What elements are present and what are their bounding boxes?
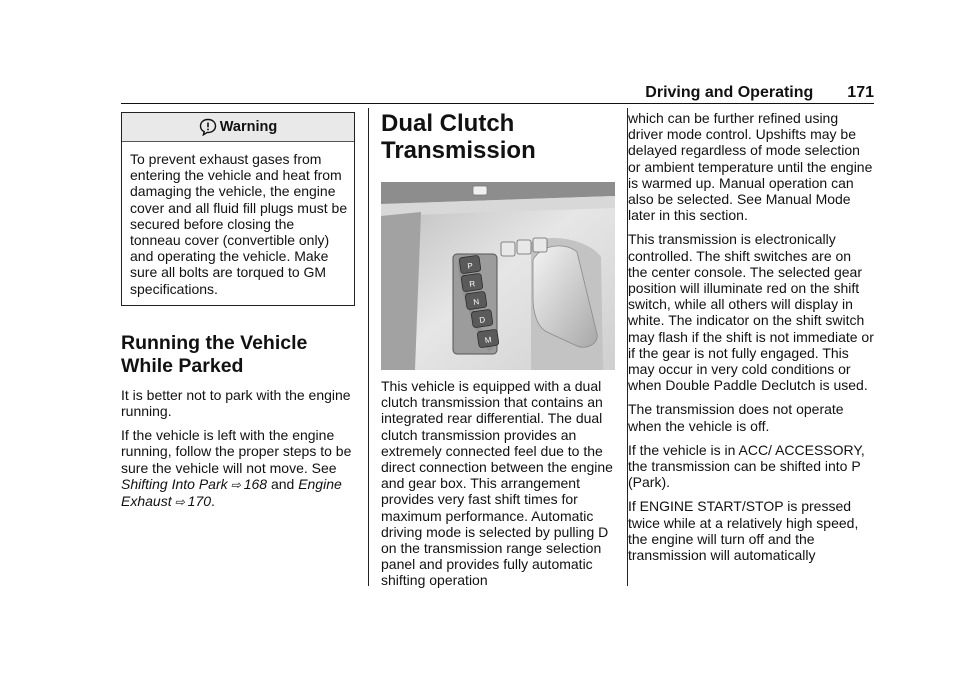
- page-ref-arrow-icon: ⇨: [230, 477, 241, 492]
- period: .: [211, 493, 215, 510]
- dual-clutch-para-1: This vehicle is equipped with a dual clutch transmission that contains an integrated rear differential. The dual clutch transmission provides an extremely connected feel due to the direct connection between the engine and gear box. This arrangement provides very fast shift times for maximum performance. Automatic driving mode is selected by pulling D on the transmission range selection panel and provides fully automatic shifting operation: [381, 378, 613, 589]
- col3-para-3: The transmission does not operate when the vehicle is off.: [628, 401, 844, 434]
- col3-para-1: which can be further refined using driver mode control. Upshifts may be delayed regardless of mode selection or ambient temperature until the engine is warmed up. Manual operation can also be selected. See Manual Mode later in this section.: [628, 110, 873, 224]
- warning-text: To prevent exhaust gases from entering the vehicle and heat from damaging the vehicle, the engine cover and all fluid fill plugs must be secured before closing the tonneau cover (convertible only) and operating the vehicle. Make sure all bolts are torqued to GM specifications.: [130, 151, 348, 297]
- ref-shifting-into-park[interactable]: [121, 476, 267, 492]
- page-number: 171: [847, 84, 874, 101]
- warning-title: Warning: [219, 119, 278, 135]
- ref-2-page[interactable]: 170: [187, 493, 212, 510]
- column-divider-1: [368, 108, 369, 586]
- dual-clutch-title: [381, 110, 615, 164]
- running-parked-para-1: It is better not to park with the engine running.: [121, 386, 351, 420]
- warning-speech-icon: [199, 118, 217, 136]
- ref-1-label[interactable]: Shifting Into Park: [121, 475, 228, 492]
- column-2: [381, 108, 615, 597]
- shift-label-n: N: [472, 297, 480, 307]
- col3-para-5: If ENGINE START/STOP is pressed twice while at a relatively high speed, the engine will turn off and the transmission will automatically: [628, 498, 859, 564]
- para-2-text: If the vehicle is left with the engine running, follow the proper steps to be sure the vehicle will not move. See: [121, 427, 352, 476]
- running-parked-para-2: [121, 427, 355, 510]
- column-1: [121, 108, 355, 518]
- heading-line-2: While Parked: [121, 354, 244, 377]
- ref-2-label[interactable]: Engine Exhaust: [121, 475, 342, 510]
- warning-box: [121, 112, 355, 306]
- section-title: Driving and Operating: [645, 84, 814, 101]
- warning-header: [122, 113, 354, 142]
- shift-label-r: R: [468, 279, 476, 289]
- shift-label-d: D: [478, 315, 486, 325]
- page-header: [645, 84, 874, 102]
- title-line-1: Dual Clutch: [381, 110, 515, 137]
- page-ref-arrow-icon: ⇨: [174, 495, 185, 510]
- col3-para-4: If the vehicle is in ACC/ ACCESSORY, the transmission can be shifted into P (Park).: [628, 441, 865, 491]
- shift-console-photo: [381, 182, 615, 370]
- and-text: and: [270, 475, 295, 492]
- title-line-2: Transmission: [381, 137, 536, 164]
- shift-label-p: P: [466, 261, 474, 271]
- col3-para-2: This transmission is electronically controlled. The shift switches are on the center console. The selected gear position will illuminate red on the shift switch, while all others will display in white. The indicator on the shift switch may flash if the shift is not immediate or if the gear is not fully engaged. This may occur in very cold conditions or when Double Paddle Declutch is used.: [628, 231, 874, 394]
- shift-label-m: M: [484, 335, 493, 345]
- header-rule: [121, 103, 874, 104]
- heading-line-1: Running the Vehicle: [121, 331, 308, 354]
- column-3: [628, 110, 874, 571]
- running-parked-heading: [121, 332, 355, 378]
- ref-1-page[interactable]: 168: [243, 475, 268, 492]
